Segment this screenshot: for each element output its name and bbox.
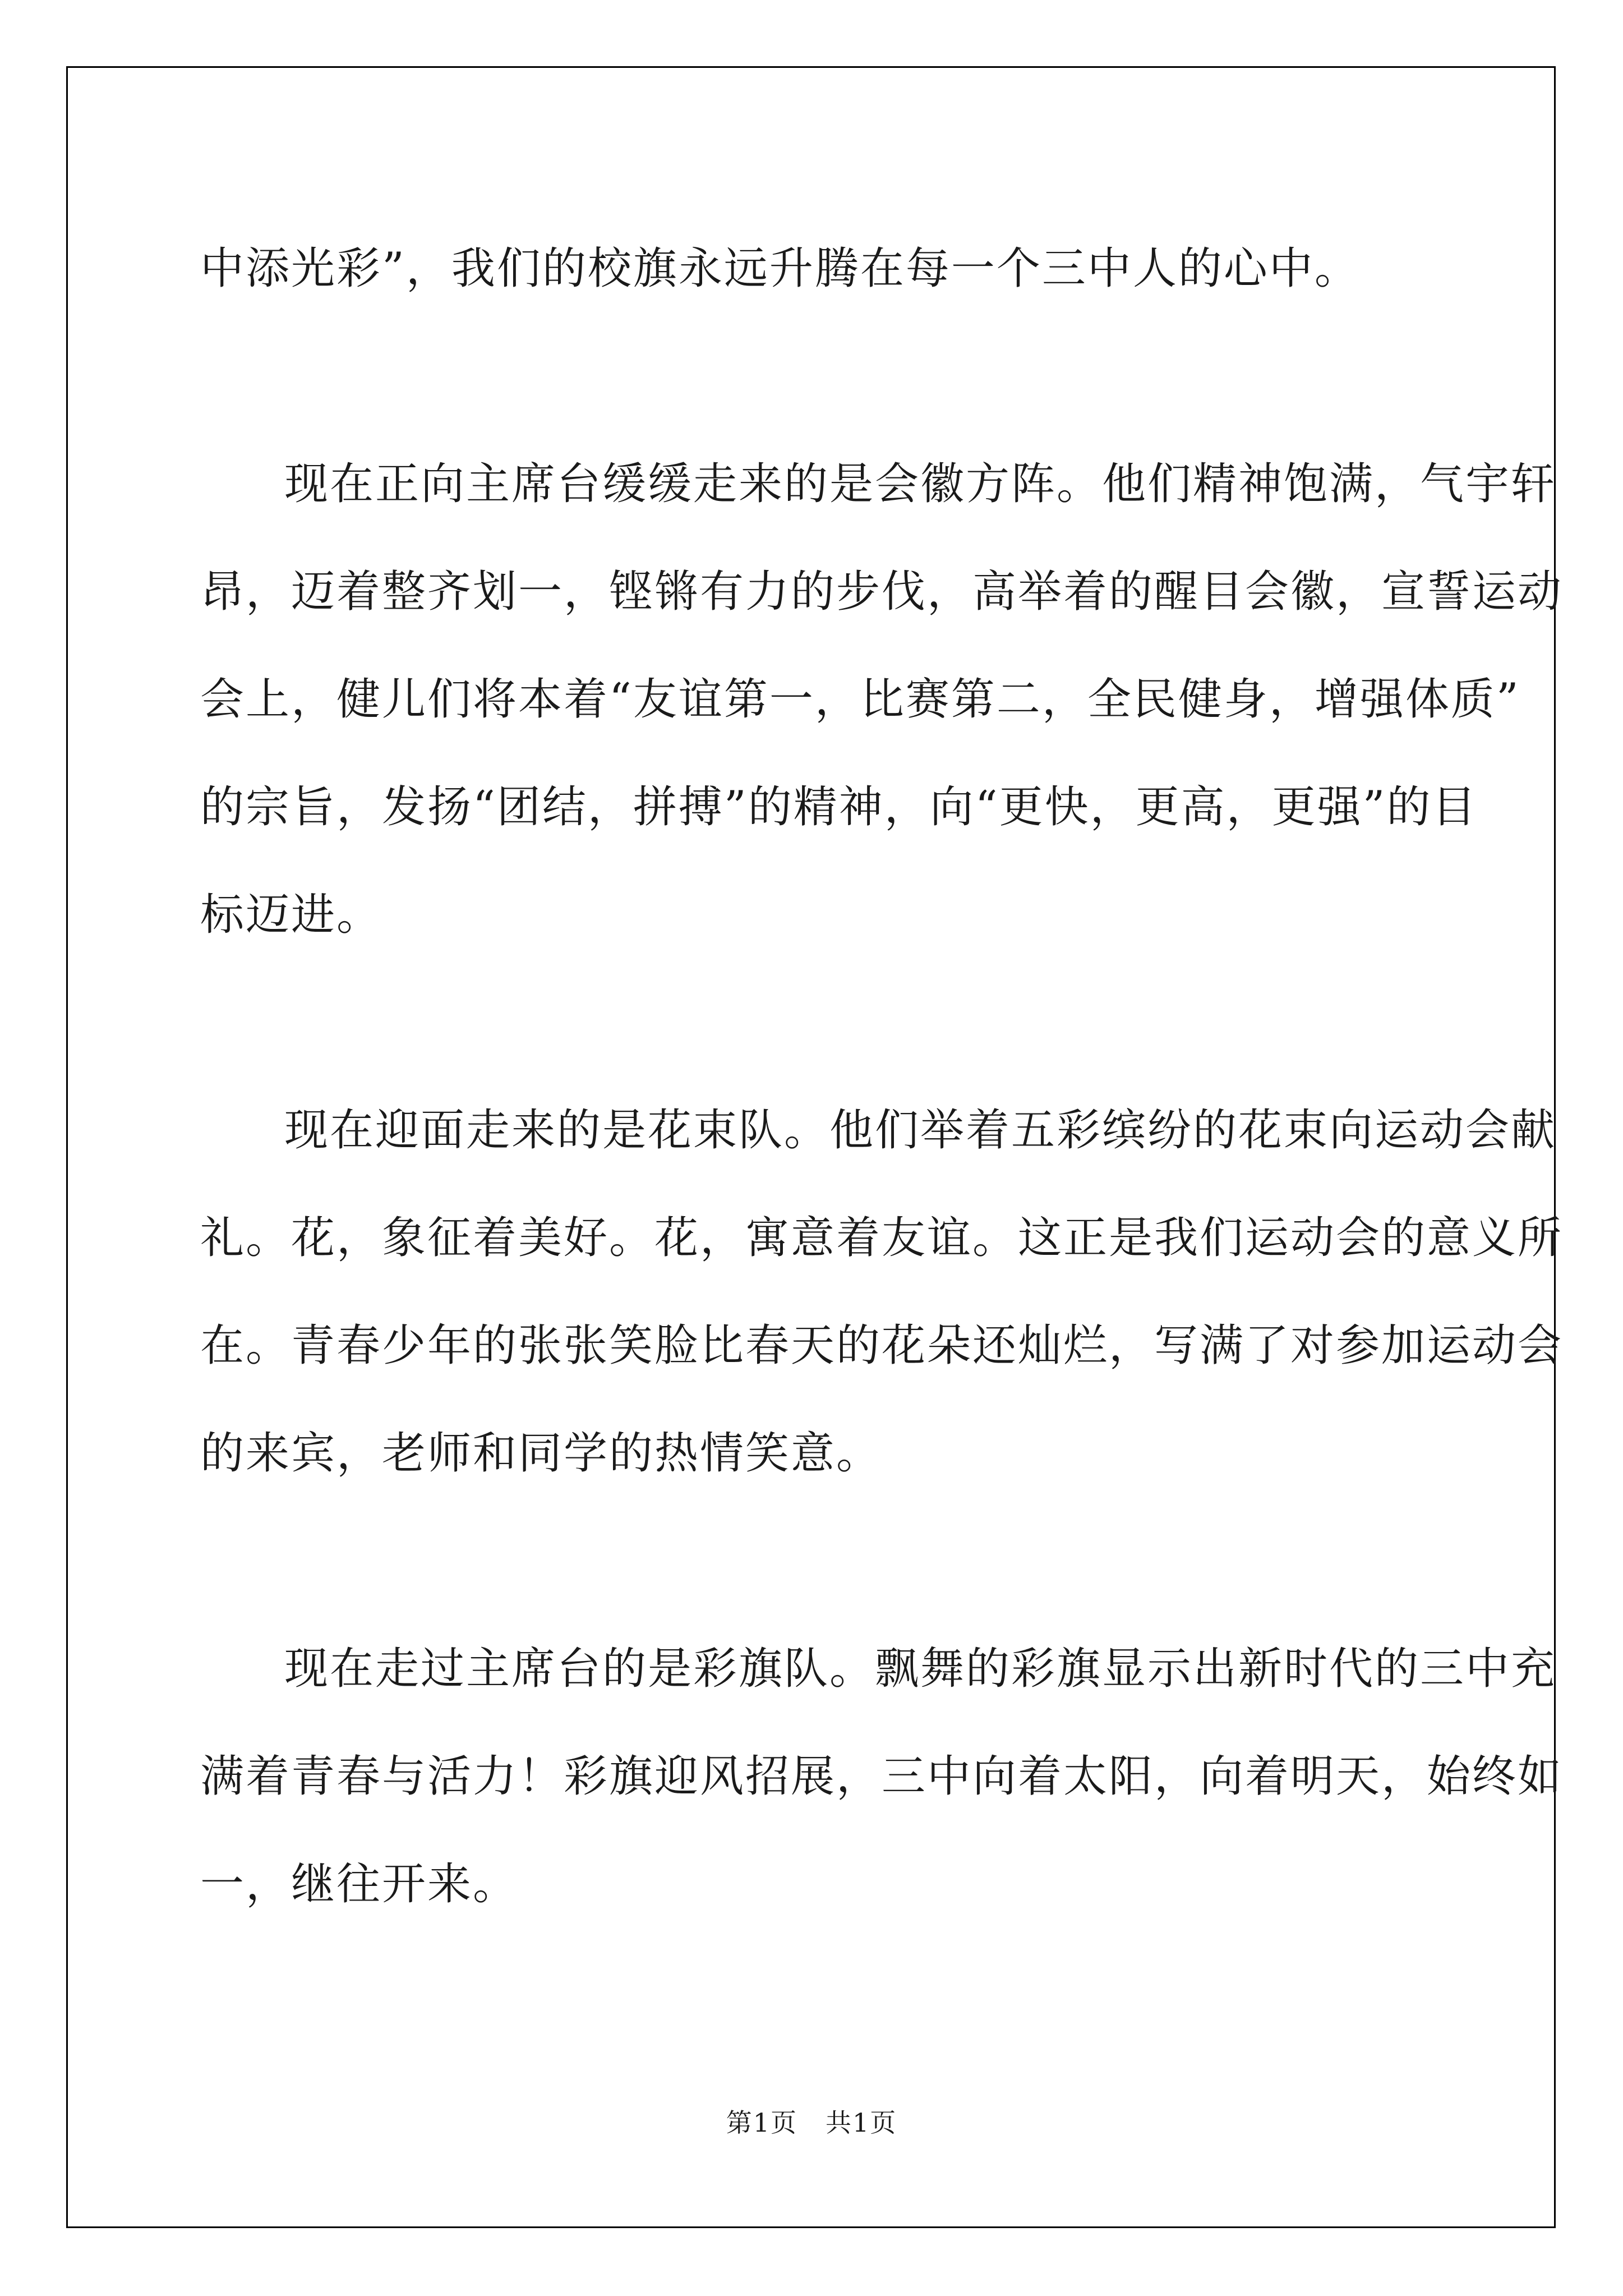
text-line: 中添光彩”，我们的校旗永远升腾在每一个三中人的心中。 (200, 243, 1360, 294)
page-footer (0, 2102, 1623, 2139)
text-line: 在。青春少年的张张笑脸比春天的花朵还灿烂，写满了对参加运动会 (200, 1320, 1564, 1371)
paragraph-spacer (200, 1507, 1428, 1615)
paragraph (200, 1076, 1564, 1507)
text-line: 昂，迈着整齐划一，铿锵有力的步伐，高举着的醒目会徽，宣誓运动 (200, 567, 1564, 617)
text-line: 现在迎面走来的是花束队。他们举着五彩缤纷的花束向运动会献 (284, 1105, 1557, 1156)
paragraph (200, 215, 1428, 323)
text-line: 的来宾，老师和同学的热情笑意。 (200, 1428, 882, 1479)
text-line: 礼。花，象征着美好。花，寓意着友谊。这正是我们运动会的意义所 (200, 1213, 1564, 1263)
document-body (200, 215, 1564, 1938)
paragraph (200, 1615, 1564, 1938)
text-line: 一，继往开来。 (200, 1859, 519, 1910)
total-pages: 共1页 (826, 2108, 897, 2138)
text-line: 标迈进。 (200, 890, 382, 940)
text-line: 现在走过主席台的是彩旗队。飘舞的彩旗显示出新时代的三中充 (284, 1644, 1557, 1694)
text-line: 满着青春与活力！彩旗迎风招展，三中向着太阳，向着明天，始终如 (200, 1751, 1564, 1802)
paragraph-spacer (200, 323, 1428, 430)
text-line: 现在正向主席台缓缓走来的是会徽方阵。他们精神饱满，气宇轩 (284, 459, 1557, 509)
text-line: 会上，健儿们将本着“友谊第一，比赛第二，全民健身，增强体质” (200, 674, 1520, 725)
text-line: 的宗旨，发扬“团结，拼搏”的精神，向“更快，更高，更强”的目 (200, 782, 1478, 832)
paragraph (200, 430, 1564, 969)
page-number: 第1页 (726, 2108, 797, 2138)
paragraph-spacer (200, 969, 1428, 1076)
